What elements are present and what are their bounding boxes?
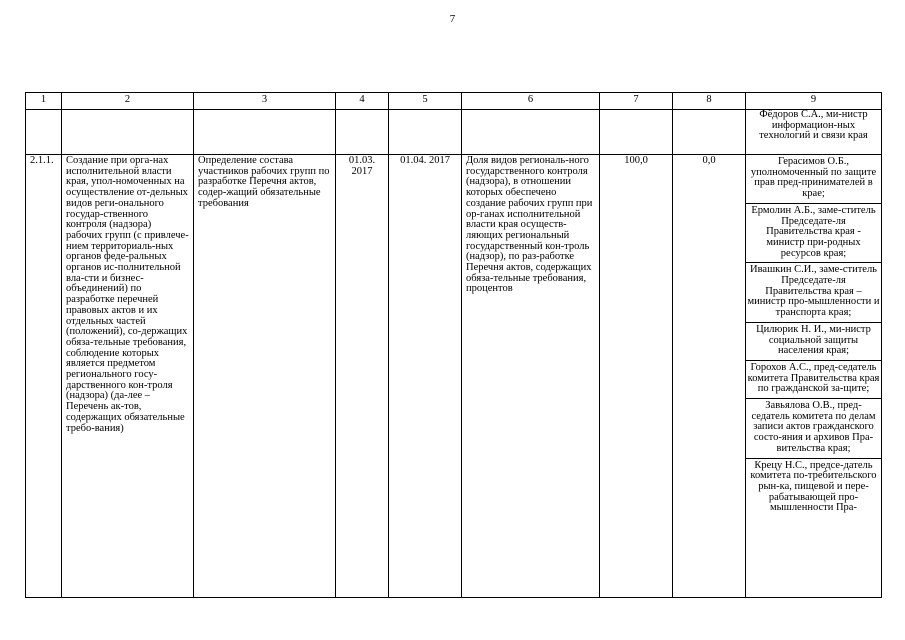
column-number: 7	[600, 93, 673, 110]
table-row	[26, 110, 882, 155]
column-number: 3	[194, 93, 336, 110]
page-number: 7	[449, 13, 456, 25]
end-date: 01.04. 2017	[389, 155, 462, 598]
empty-cell	[600, 110, 673, 155]
event-description: Создание при орга-нах исполнительной власти края, упол-номоченных на осуществление от-дельных видов реги-онального государ-ственного контроля (надзора) рабочих групп (с привлече-нием территориаль-ных органов феде-ральных органов ис-полнительной вла-сти и бизнес-объединений) по разработке перечней правовых актов и их отдельных частей (положений), со-держащих обяза-тельные требования, соблюдение которых является предметом регионального госу-дарственного кон-троля (надзора) (да-лее – Перечень ак-тов, содержащих обязательные требо-вания)	[62, 155, 194, 598]
empty-cell	[389, 110, 462, 155]
column-number: 5	[389, 93, 462, 110]
item-number: 2.1.1.	[26, 155, 62, 598]
column-number: 9	[746, 93, 882, 110]
empty-cell	[462, 110, 600, 155]
responsible-person: Герасимов О.Б., уполномоченный по защите прав пред-принимателей в крае;	[746, 155, 881, 204]
empty-cell	[62, 110, 194, 155]
responsible-person: Горохов А.С., пред-седатель комитета Правительства края по гражданской за-щите;	[746, 361, 881, 399]
plan-table	[25, 92, 882, 598]
responsible-person: Ермолин А.Б., заме-ститель Председате-ля Правительства края - министр при-родных ресурсов края;	[746, 204, 881, 264]
start-date: 01.03. 2017	[336, 155, 389, 598]
stage-description: Определение состава участников рабочих групп по разработке Перечня актов, содер-жащий обязательные требования	[194, 155, 336, 598]
responsible-person: Крецу Н.С., предсе-датель комитета по-требительского рын-ка, пищевой и пере-рабатывающей про-мышленности Пра-	[750, 459, 877, 514]
column-number-row	[26, 93, 882, 110]
column-number: 8	[673, 93, 746, 110]
column-number: 2	[62, 93, 194, 110]
empty-cell	[673, 110, 746, 155]
table-row	[26, 155, 882, 598]
indicator-value: 0,0	[673, 155, 746, 598]
empty-cell	[194, 110, 336, 155]
column-number: 6	[462, 93, 600, 110]
empty-cell	[336, 110, 389, 155]
indicator-value: 100,0	[600, 155, 673, 598]
indicator-description: Доля видов региональ-ного государственного контроля (надзора), в отношении которых обеспечено создание рабочих групп при ор-ганах исполнительной власти края осуществ-ляющих региональный государственный кон-троль (надзор), по раз-работке Перечня актов, содержащих обяза-тельные требования, процентов	[462, 155, 600, 598]
responsible-cell	[746, 155, 882, 598]
empty-cell	[26, 110, 62, 155]
column-number: 4	[336, 93, 389, 110]
responsible-person: Цилюрик Н. И., ми-нистр социальной защиты населения края;	[746, 323, 881, 361]
responsible-cell: Фёдоров С.А., ми-нистр информацион-ных технологий и связи края	[746, 110, 882, 155]
responsible-person: Ивашкин С.И., заме-ститель Председате-ля Правительства края – министр про-мышленности и транспорта края;	[746, 263, 881, 323]
column-number: 1	[26, 93, 62, 110]
responsible-person: Завьялова О.В., пред-седатель комитета по делам записи актов гражданского состо-яния и архивов Пра-вительства края;	[746, 399, 881, 459]
